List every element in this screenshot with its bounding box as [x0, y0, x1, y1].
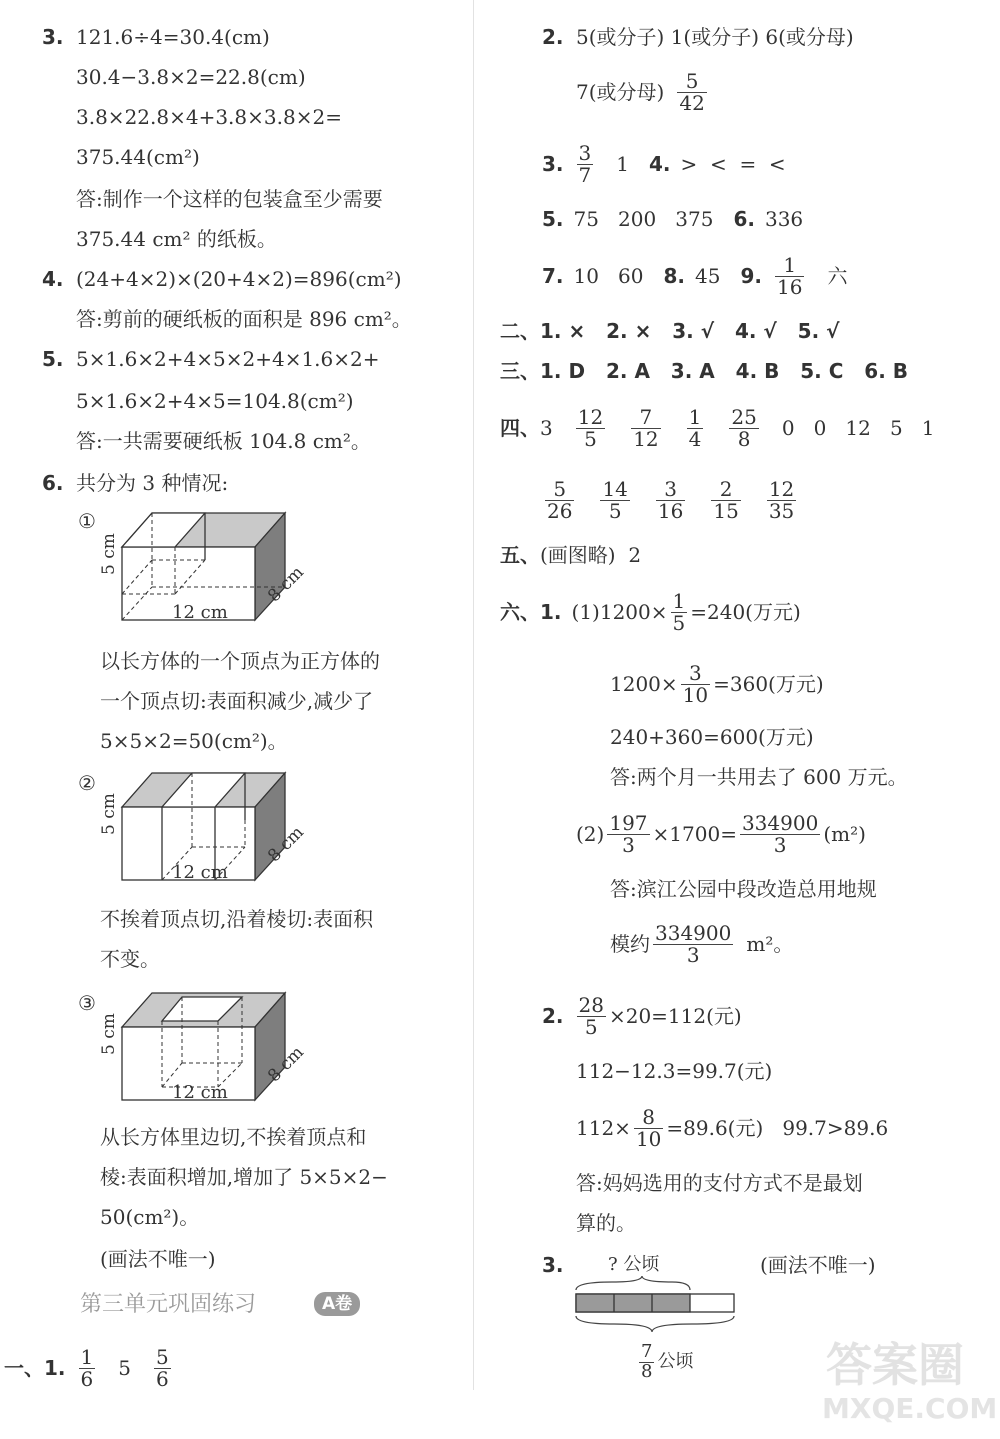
column-divider	[473, 0, 474, 1390]
r-s6-line-3: 240+360=600(万元)	[610, 725, 814, 749]
fraction: $\frac{1}{4}$	[688, 404, 702, 451]
q3-number: 3.	[42, 25, 64, 49]
fraction: $\frac{1}{16}$	[776, 252, 803, 299]
r-q3b-note: (画法不唯一)	[760, 1253, 876, 1277]
watermark-site: MXQE.COM	[822, 1392, 998, 1425]
q5-line-2: 5×1.6×2+4×5=104.8(cm²)	[76, 389, 354, 413]
fraction: $\frac{12}{35}$	[768, 476, 795, 523]
fraction: $\frac{14}{5}$	[602, 476, 628, 523]
r-s6-answer-2: 答:滨江公园中段改造总用地规	[610, 877, 877, 901]
fraction: $\frac{8}{10}$	[635, 1104, 662, 1151]
r-section-4-row-2	[542, 472, 799, 528]
case-3-height-label: 5 cm	[99, 1013, 119, 1055]
r-section-5: 五、(画图略) 2	[500, 543, 642, 567]
fraction: $\frac{28}{5}$	[578, 992, 604, 1039]
q3-line-4: 375.44(cm²)	[76, 145, 200, 169]
watermark-brand: 答案圈	[826, 1338, 964, 1392]
case-1-text-2: 一个顶点切:表面积减少,减少了	[100, 689, 374, 713]
q3-answer-1: 答:制作一个这样的包装盒至少需要	[76, 187, 383, 211]
r-q3-line: 3. $\frac{3}{7}$ 1 4. > < = <	[542, 140, 786, 187]
segment-bar-diagram	[572, 1276, 740, 1336]
fraction: $\frac{3}{16}$	[657, 476, 684, 523]
r-q2b-line-3: 112× $\frac{8}{10}$ =89.6(元) 99.7>89.6	[576, 1104, 889, 1151]
fraction: $\frac{7}{8}$	[641, 1340, 653, 1382]
fraction: $\frac{1}{5}$	[672, 588, 686, 635]
q4-number: 4.	[42, 267, 64, 291]
q3-line-2: 30.4−3.8×2=22.8(cm)	[76, 65, 306, 89]
case-2-depth-label: 8 cm	[264, 822, 308, 867]
fraction: $\frac{334900}{3}$	[655, 920, 732, 967]
fraction: $\frac{5}{6}$	[155, 1344, 169, 1391]
q3-line-3: 3.8×22.8×4+3.8×3.8×2=	[76, 105, 342, 129]
r-s6-line-1: 六、1. (1)1200× $\frac{1}{5}$ =240(万元)	[500, 588, 801, 635]
case-2-width-label: 12 cm	[172, 862, 228, 883]
r-s6-answer-1: 答:两个月一共用去了 600 万元。	[610, 765, 908, 789]
r-q3b-number: 3.	[542, 1253, 564, 1277]
q6-note: (画法不唯一)	[100, 1247, 216, 1271]
r-q2-line-2: 7(或分母) $\frac{5}{42}$	[576, 68, 705, 115]
r-q5-line: 5. 75 200 375 6. 336	[542, 207, 804, 231]
case-3-mark: ③	[78, 991, 96, 1015]
r-q2b-answer-1: 答:妈妈选用的支付方式不是最划	[576, 1171, 863, 1195]
case-1-width-label: 12 cm	[172, 602, 228, 623]
case-2-text-1: 不挨着顶点切,沿着棱切:表面积	[100, 907, 374, 931]
case-1-text-3: 5×5×2=50(cm²)。	[100, 729, 288, 753]
case-2-text-2: 不变。	[100, 947, 160, 971]
fraction: $\frac{5}{42}$	[679, 68, 705, 115]
q5-answer: 答:一共需要硬纸板 104.8 cm²。	[76, 429, 371, 453]
r-q2b-line-2: 112−12.3=99.7(元)	[576, 1059, 773, 1083]
section-1-line-1	[4, 1340, 174, 1396]
case-1-mark: ①	[78, 509, 96, 533]
r-section-4-row-1: 四、 3 $\frac{12}{5}$ $\frac{7}{12}$ $\frac{1}{4}$ $\frac{25}{8}$ 0 0 12 5 1	[500, 404, 935, 451]
q4-line-1: (24+4×2)×(20+4×2)=896(cm²)	[76, 267, 402, 291]
fraction: $\frac{7}{12}$	[633, 404, 659, 451]
q6-intro: 共分为 3 种情况:	[76, 471, 229, 495]
case-3-depth-label: 8 cm	[264, 1042, 308, 1087]
fraction: $\frac{1}{6}$	[80, 1344, 94, 1391]
case-3-width-label: 12 cm	[172, 1082, 228, 1103]
q5-number: 5.	[42, 347, 64, 371]
r-q3b-top-label: ? 公顷	[608, 1254, 660, 1275]
case-3-text-1: 从长方体里边切,不挨着顶点和	[100, 1125, 367, 1149]
case-3-text-2: 棱:表面积增加,增加了 5×5×2−	[100, 1165, 388, 1189]
r-s6-line-2: 1200× $\frac{3}{10}$ =360(万元)	[610, 660, 824, 707]
case-1-depth-label: 8 cm	[264, 562, 308, 607]
q4-answer: 答:剪前的硬纸板的面积是 896 cm²。	[76, 307, 412, 331]
case-2-height-label: 5 cm	[99, 793, 119, 835]
case-2-mark: ②	[78, 771, 96, 795]
value: 5	[118, 1356, 131, 1380]
fraction: $\frac{197}{3}$	[609, 810, 648, 857]
r-s6-answer-3: 模约 $\frac{334900}{3}$ m²。	[610, 920, 794, 967]
section-title: 第三单元巩固练习	[80, 1292, 257, 1317]
r-q2b-answer-2: 算的。	[576, 1211, 636, 1235]
case-3-text-3: 50(cm²)。	[100, 1205, 200, 1229]
fraction: $\frac{3}{7}$	[578, 140, 592, 187]
case-1-text-1: 以长方体的一个顶点为正方体的	[100, 649, 380, 673]
section-badge: A卷	[314, 1292, 360, 1316]
r-q2b-line-1: 2. $\frac{28}{5}$ ×20=112(元)	[542, 992, 742, 1039]
q6-number: 6.	[42, 471, 64, 495]
q3-answer-2: 375.44 cm² 的纸板。	[76, 227, 277, 251]
fraction: $\frac{12}{5}$	[577, 404, 604, 451]
r-q7-line: 7. 10 60 8. 45 9. $\frac{1}{16}$ 六	[542, 252, 848, 299]
fraction: $\frac{334900}{3}$	[741, 810, 819, 857]
fraction: $\frac{2}{15}$	[713, 476, 739, 523]
r-section-3: 三、1. D 2. A 3. A 4. B 5. C 6. B	[500, 359, 909, 383]
fraction: $\frac{25}{8}$	[731, 404, 757, 451]
section-1-label: 一、1.	[4, 1356, 66, 1380]
fraction: $\frac{3}{10}$	[682, 660, 709, 707]
fraction: $\frac{5}{26}$	[547, 476, 573, 523]
r-q2-line-1: 5(或分子) 1(或分子) 6(或分母)	[576, 25, 854, 49]
r-q3b-bottom-label: $\frac{7}{8}$ 公顷	[641, 1340, 694, 1382]
r-section-2: 二、1. × 2. × 3. √ 4. √ 5. √	[500, 319, 840, 343]
q3-line-1: 121.6÷4=30.4(cm)	[76, 25, 270, 49]
q5-line-1: 5×1.6×2+4×5×2+4×1.6×2+	[76, 347, 380, 371]
case-1-height-label: 5 cm	[99, 533, 119, 575]
r-s6-line-4: (2) $\frac{197}{3}$ ×1700= $\frac{334900}{3}$ (m²)	[576, 810, 866, 857]
r-q2-number: 2.	[542, 25, 564, 49]
